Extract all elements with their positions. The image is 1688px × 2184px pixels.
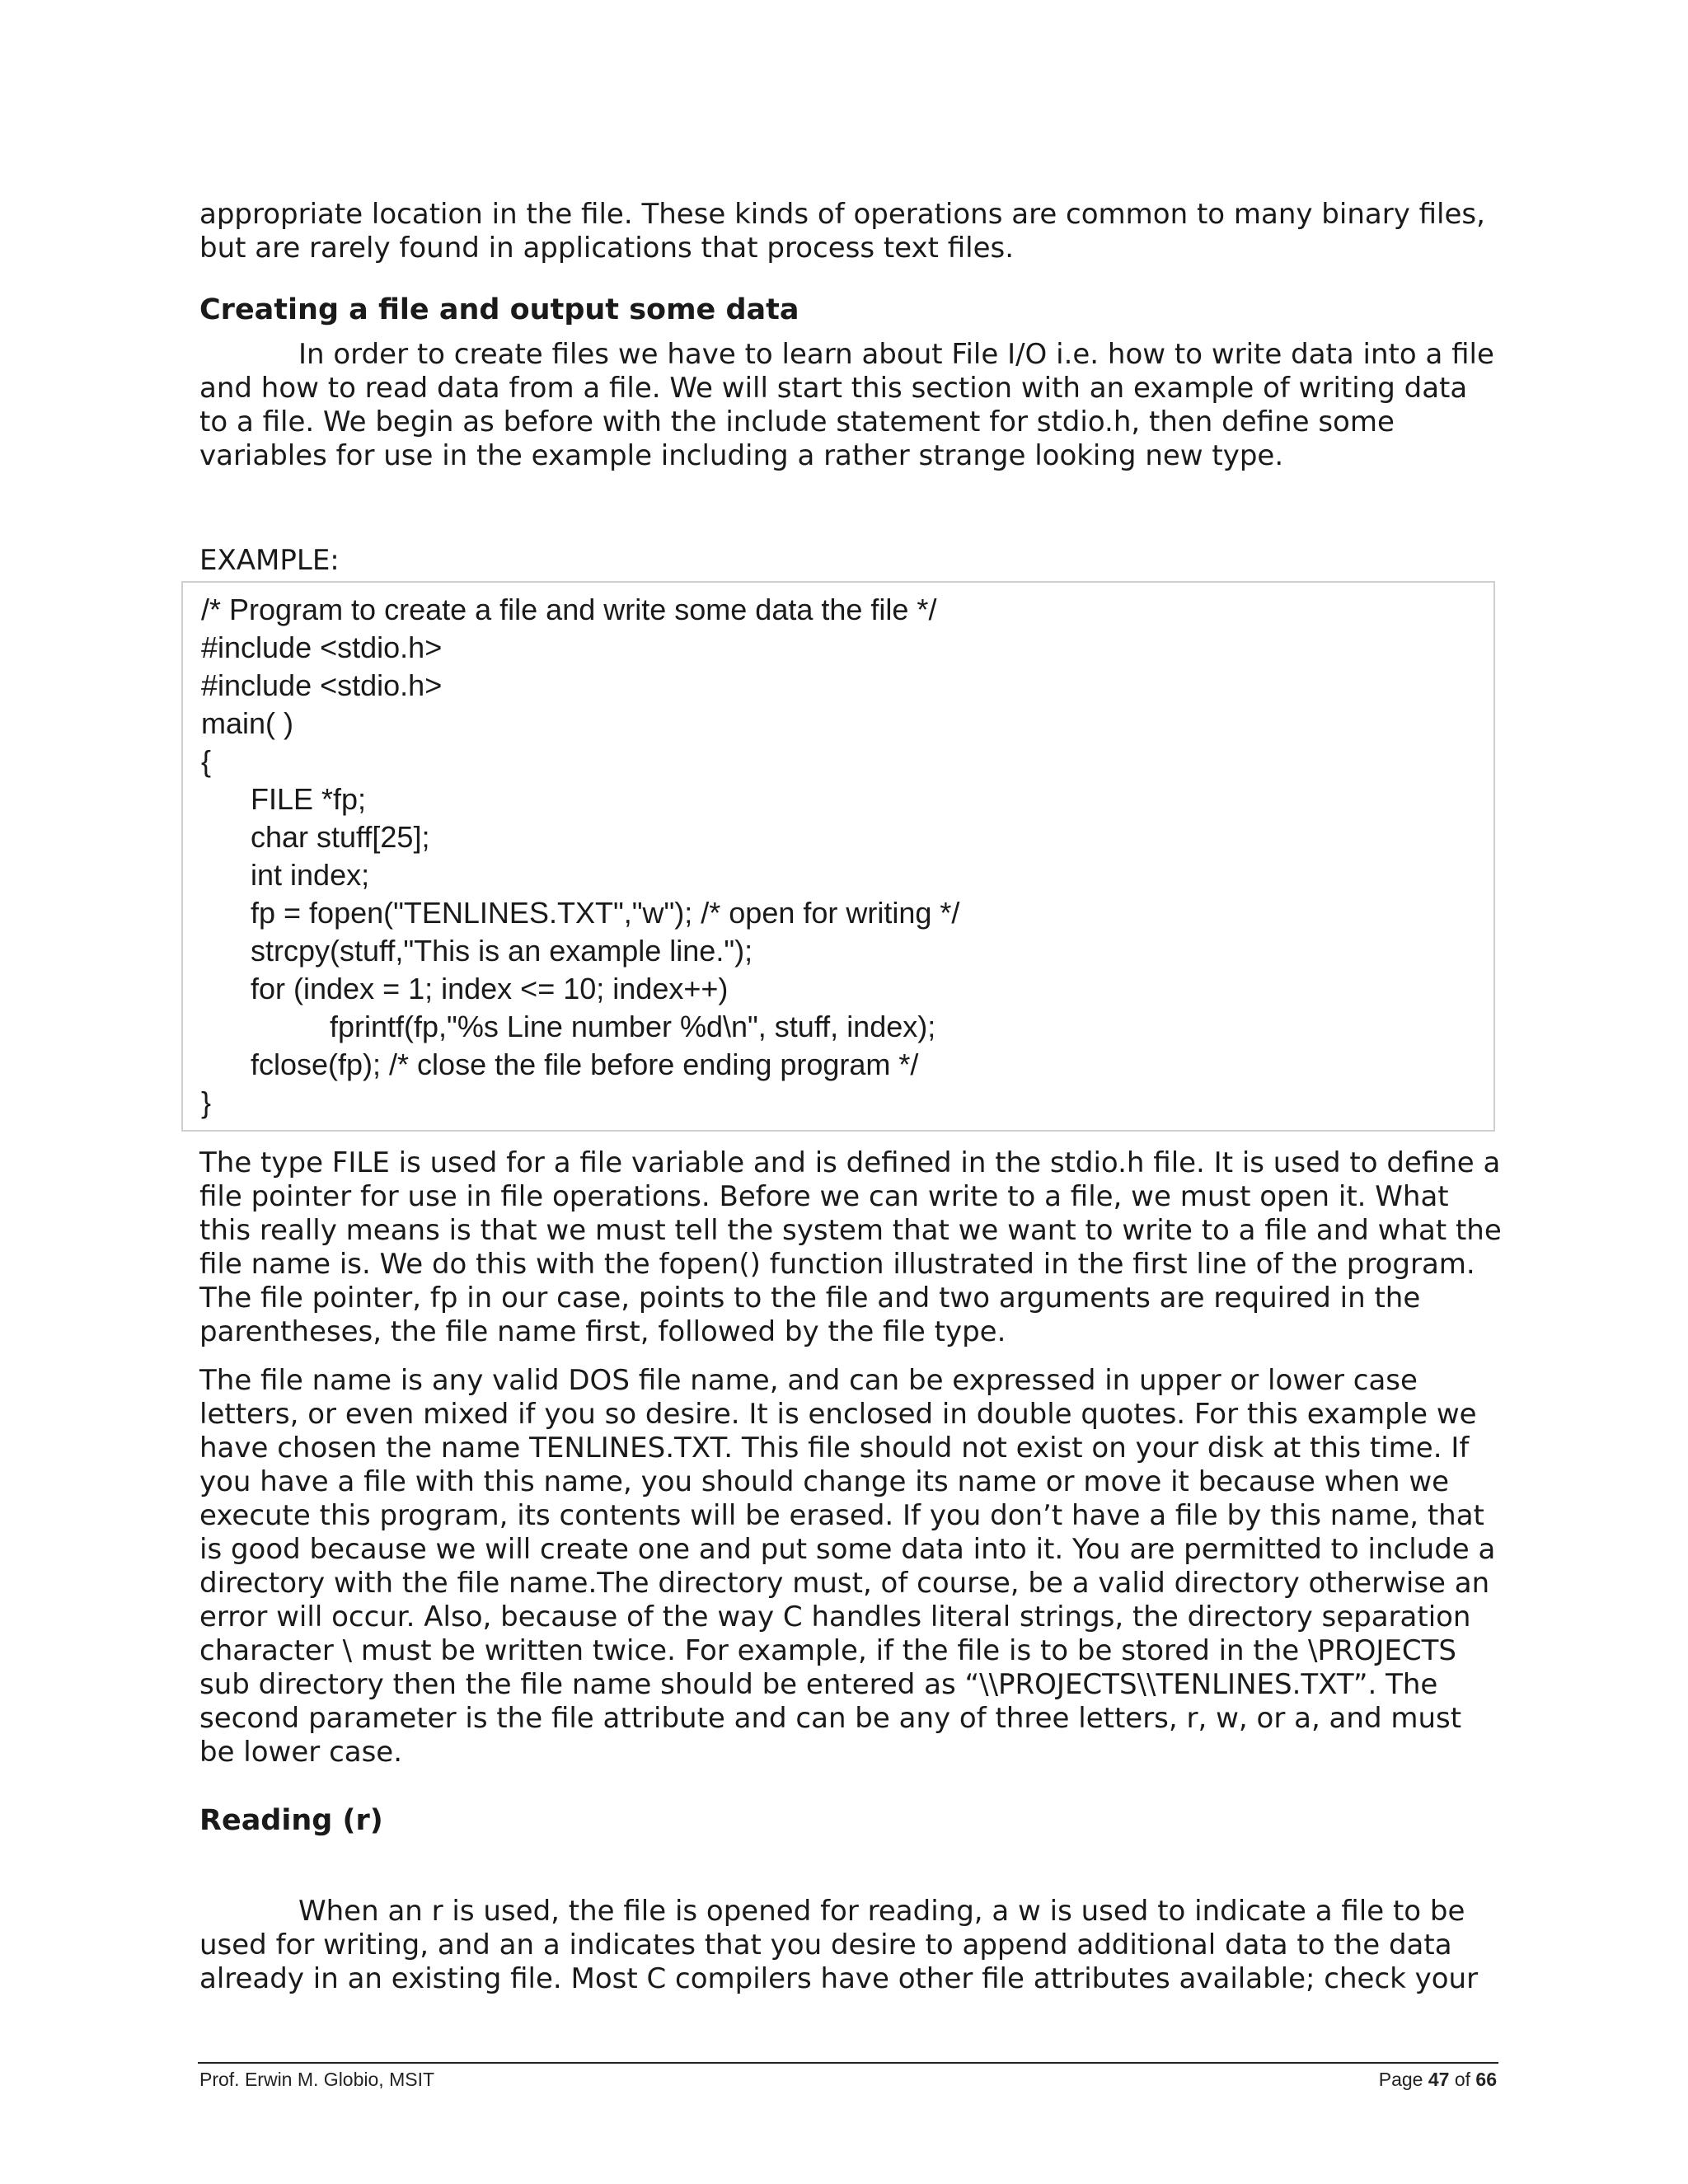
- current-page: 47: [1428, 2069, 1450, 2090]
- code-line: strcpy(stuff,"This is an example line.");: [251, 934, 753, 968]
- code-line: {: [201, 744, 212, 778]
- code-line: fprintf(fp,"%s Line number %d\n", stuff, index);: [330, 1010, 936, 1043]
- code-line: #include <stdio.h>: [201, 630, 443, 664]
- code-line: #include <stdio.h>: [201, 668, 443, 702]
- body-paragraph-file-type: The type FILE is used for a file variable and is defined in the stdio.h file. It is used to define a file pointer for use in file operations. Before we can write to a file, we must open it. What this really means is that we must tell the system that we want to write to a file and what the file name is. We do this with the fopen() function illustrated in the first line of the program. The file pointer, fp in our case, points to the file and two arguments are required in the parentheses, the file name first, followed by the file type.: [199, 1146, 1502, 1348]
- code-line: for (index = 1; index <= 10; index++): [251, 972, 729, 1005]
- footer-author: Prof. Erwin M. Globio, MSIT: [199, 2069, 435, 2090]
- footer-page-number: [1379, 2069, 1497, 2091]
- section-heading-reading: Reading (r): [199, 1804, 383, 1837]
- code-line: fp = fopen("TENLINES.TXT","w"); /* open for writing */: [251, 896, 960, 930]
- total-pages: 66: [1475, 2069, 1497, 2090]
- code-example-box: [181, 581, 1495, 1132]
- page-of-label: of: [1454, 2069, 1471, 2090]
- code-line: int index;: [251, 858, 370, 892]
- code-line: main( ): [201, 706, 294, 740]
- document-content: [199, 198, 1502, 1996]
- page-label: Page: [1378, 2069, 1423, 2090]
- code-line: }: [201, 1085, 212, 1119]
- section-paragraph-creating-file: In order to create files we have to learn about File I/O i.e. how to write data into a file and how to read data from a file. We will start this section with an example of writing data to a file. We begin as before with the include statement for stdio.h, then define some variables for use in the example including a rather strange looking new type.: [199, 338, 1494, 472]
- code-line: /* Program to create a file and write some data the file */: [201, 593, 937, 626]
- section-paragraph-reading: When an r is used, the file is opened for reading, a w is used to indicate a file to be used for writing, and an a indicates that you desire to append additional data to the data already in an existing file. Most C compilers have other file attributes available; check your: [199, 1895, 1479, 1995]
- code-line: FILE *fp;: [251, 782, 367, 816]
- example-label: EXAMPLE:: [199, 544, 340, 577]
- intro-paragraph: appropriate location in the file. These kinds of operations are common to many binary files, but are rarely found in applications that process text files.: [199, 198, 1485, 265]
- code-line: char stuff[25];: [251, 820, 430, 854]
- code-line: fclose(fp); /* close the file before ending program */: [251, 1047, 919, 1081]
- body-paragraph-file-name: The file name is any valid DOS file name, and can be expressed in upper or lower case letters, or even mixed if you so desire. It is enclosed in double quotes. For this example we have chosen the name TENLINES.TXT. This file should not exist on your disk at this time. If you have a file with this name, you should change its name or move it because when we execute this program, its contents will be erased. If you don’t have a file by this name, that is good because we will create one and put some data into it. You are permitted to include a directory with the file name.The directory must, of course, be a valid directory otherwise an error will occur. Also, because of the way C handles literal strings, the directory separation character \ must be written twice. For example, if the file is to be stored in the \PROJECTS sub directory then the file name should be entered as “\\PROJECTS\\TENLINES.TXT”. The second parameter is the file attribute and can be any of three letters, r, w, or a, and must be lower case.: [199, 1364, 1496, 1769]
- section-heading-creating-file: Creating a file and output some data: [199, 293, 799, 326]
- footer-divider: [198, 2062, 1498, 2064]
